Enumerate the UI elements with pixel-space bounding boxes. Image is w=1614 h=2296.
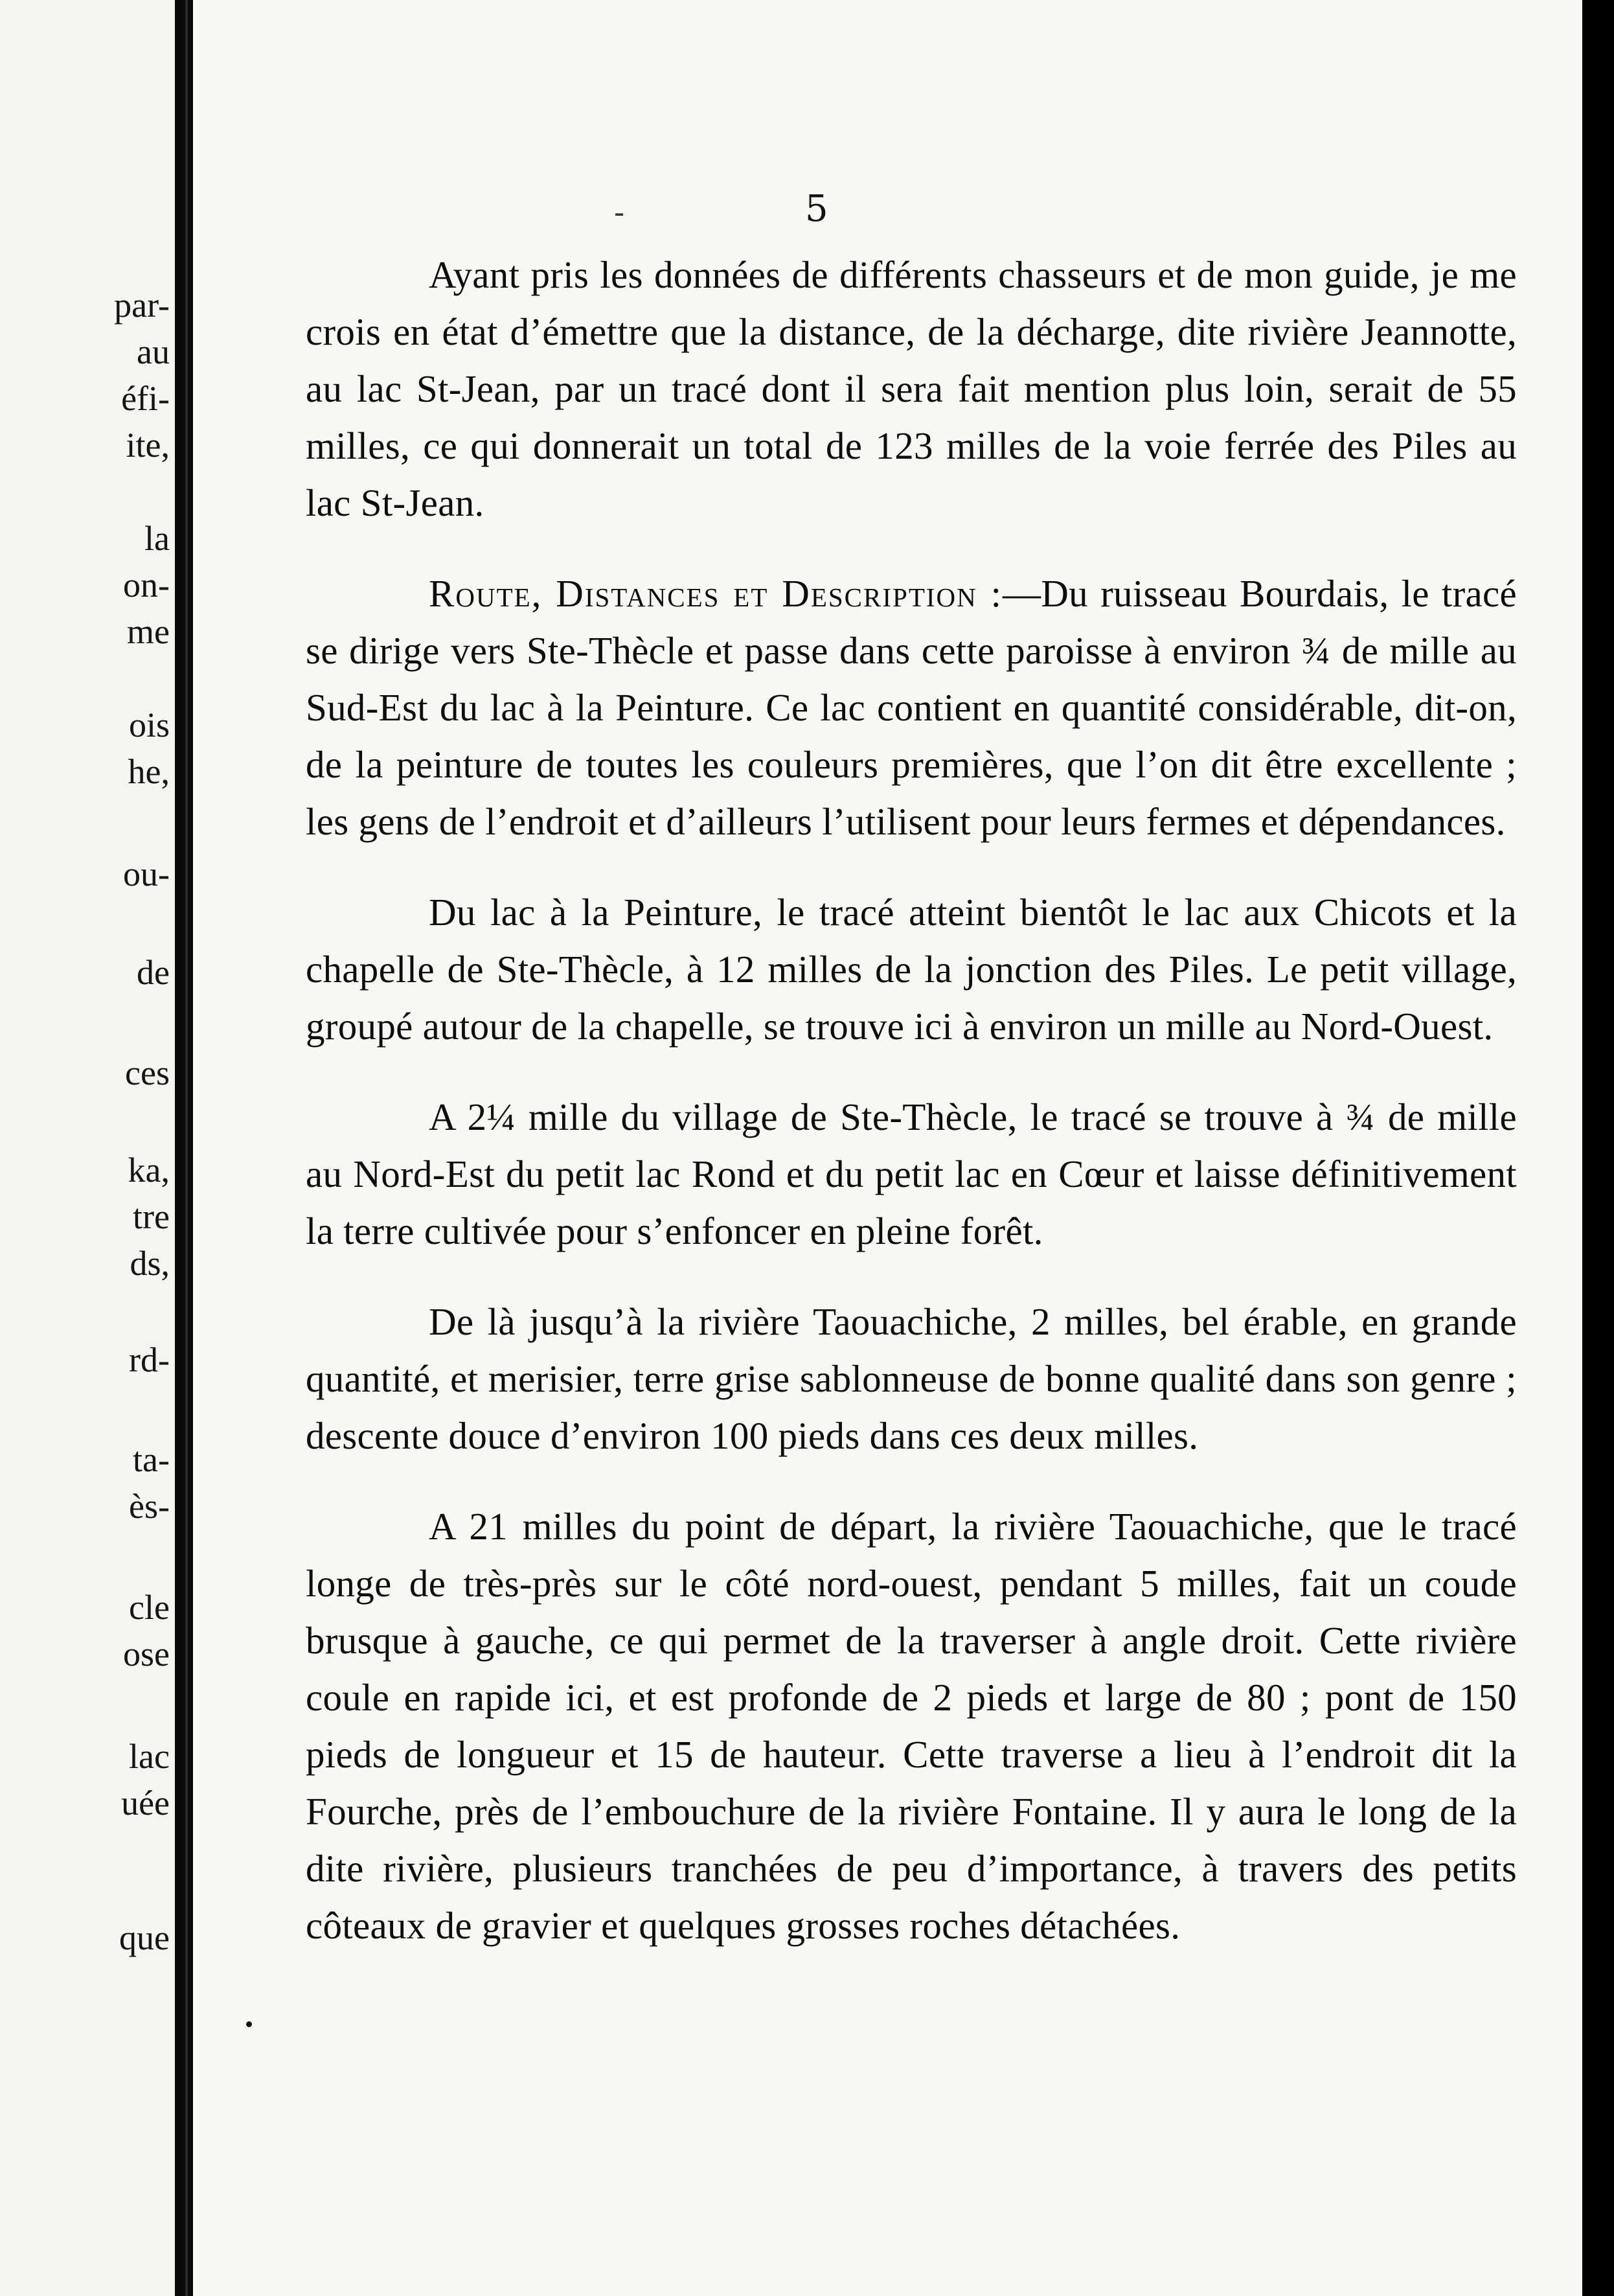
facing-page-fragment: ois <box>128 706 170 744</box>
facing-page-fragment: me <box>127 612 170 651</box>
facing-page-fragment: que <box>119 1918 170 1957</box>
paragraph <box>306 884 1517 1055</box>
section-heading: Route, Distances et Description : <box>429 572 1003 615</box>
facing-page-fragment: la <box>144 519 170 558</box>
facing-page-fragment: rd- <box>129 1340 170 1379</box>
paragraph-text: De là jusqu’à la rivière Taouachiche, 2 milles, bel érable, en grande quantité, et merisier, terre grise sablonneuse de bonne qualité dans son genre ; descente douce d’environ 100 pieds dans ces deux milles. <box>306 1300 1517 1457</box>
facing-page-fragment: éfi- <box>121 379 170 418</box>
facing-page-fragment: ite, <box>126 426 170 465</box>
paragraph <box>306 1088 1517 1259</box>
facing-page-fragment: lac <box>129 1737 170 1776</box>
gutter-fold-line <box>185 0 188 2296</box>
facing-page-fragment: ds, <box>130 1244 170 1283</box>
facing-page-fragment: cle <box>129 1588 170 1627</box>
paragraph-text: A 2¼ mille du village de Ste-Thècle, le tracé se trouve à ¾ de mille au Nord-Est du petit lac Rond et du petit lac en Cœur et laisse définitivement la terre cultivée pour s’enfoncer en pleine forêt. <box>306 1096 1517 1252</box>
facing-page-strip <box>0 0 175 2296</box>
facing-page-fragment: ta- <box>133 1440 170 1479</box>
paragraph-text: A 21 milles du point de départ, la rivière Taouachiche, que le tracé longe de très-près sur le côté nord-ouest, pendant 5 milles, fait un coude brusque à gauche, ce qui permet de la traverser à angle droit. Cette rivière coule en rapide ici, et est profonde de 2 pieds et large de 80 ; pont de 150 pieds de longueur et 15 de hauteur. Cette traverse a lieu à l’endroit dit la Fourche, près de l’embouchure de la rivière Fontaine. Il y aura le long de la dite rivière, plusieurs tranchées de peu d’importance, à travers des petits côteaux de gravier et quelques grosses roches détachées. <box>306 1505 1517 1947</box>
facing-page-fragment: ces <box>125 1053 170 1092</box>
paragraph <box>306 1498 1517 1954</box>
facing-page-fragment: he, <box>128 752 170 791</box>
facing-page-fragment: par- <box>114 286 170 325</box>
paragraph-text: Du lac à la Peinture, le tracé atteint bientôt le lac aux Chicots et la chapelle de Ste-Thècle, à 12 milles de la jonction des Piles. Le petit village, groupé autour de la chapelle, se trouve ici à environ un mille au Nord-Ouest. <box>306 891 1517 1048</box>
body-text <box>306 246 1517 1988</box>
paragraph <box>306 565 1517 850</box>
paragraph <box>306 246 1517 531</box>
page-gutter <box>175 0 193 2296</box>
page-number-dash: - <box>614 194 625 231</box>
facing-page-fragment: au <box>137 332 170 371</box>
facing-page-fragment: uée <box>121 1784 170 1822</box>
facing-page-fragment: ka, <box>128 1151 170 1189</box>
page-number: 5 <box>805 188 828 230</box>
paragraph-text: Ayant pris les données de différents chasseurs et de mon guide, je me crois en état d’émettre que la distance, de la décharge, dite rivière Jeannotte, au lac St-Jean, par un tracé dont il sera fait mention plus loin, serait de 55 milles, ce qui donnerait un total de 123 milles de la voie ferrée des Piles au lac St-Jean. <box>306 253 1517 524</box>
facing-page-fragment: on- <box>123 566 170 604</box>
facing-page-fragment: de <box>137 953 170 992</box>
paragraph-text: —Du ruisseau Bourdais, le tracé se dirige vers Ste-Thècle et passe dans cette paroisse à environ ¾ de mille au Sud-Est du lac à la Peinture. Ce lac contient en quantité considérable, dit-on, de la peinture de toutes les couleurs premières, que l’on dit être excellente ; les gens de l’endroit et d’ailleurs l’utilisent pour leurs fermes et dépendances. <box>306 572 1517 843</box>
facing-page-fragment: ose <box>123 1635 170 1673</box>
facing-page-fragment: ès- <box>129 1487 170 1526</box>
paper-speck <box>246 2021 252 2027</box>
facing-page-fragment: tre <box>133 1197 170 1236</box>
paragraph <box>306 1293 1517 1464</box>
facing-page-fragment: ou- <box>123 855 170 893</box>
scan-border-right <box>1582 0 1614 2296</box>
document-page <box>193 0 1582 2296</box>
